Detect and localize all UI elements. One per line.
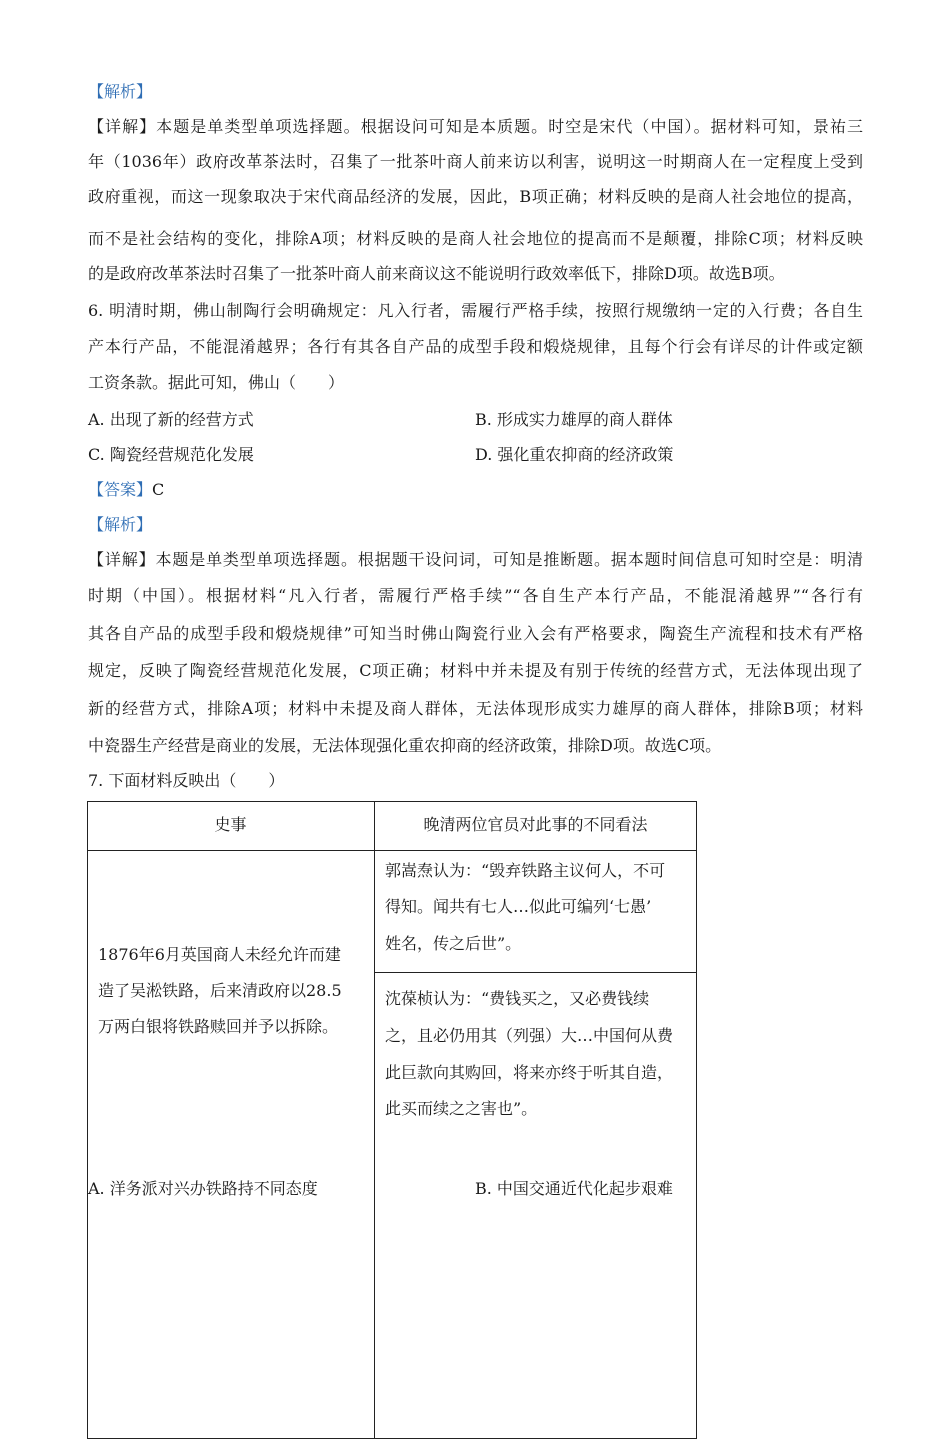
q7-material-table (87, 801, 697, 1439)
q5-detail-line: 的是政府改革茶法时召集了一批茶叶商人前来商议这不能说明行政效率低下，排除D项。故选B项。 (88, 264, 785, 283)
q6-detail-line: 其各自产品的成型手段和煅烧规律”可知当时佛山陶瓷行业入会有严格要求，陶瓷生产流程和技术有严格 (88, 624, 863, 643)
q6-stem-line: 产本行产品，不能混淆越界；各行有其各自产品的成型手段和煅烧规律，且每个行会有详尽的计件或定额 (88, 337, 863, 356)
table-header-divider (87, 850, 697, 851)
guo-opinion-line: 郭嵩焘认为：“毁弃铁路主议何人，不可 (385, 861, 666, 880)
table-border-top (87, 801, 697, 802)
guo-opinion-line: 姓名，传之后世”。 (385, 934, 522, 953)
q5-detail-line: 【详解】本题是单类型单项选择题。根据设问可知是本质题。时空是宋代（中国）。据材料可知，景祐三 (88, 117, 863, 136)
q7-option-b: B. 中国交通近代化起步艰难 (475, 1179, 673, 1198)
q6-option-a: A. 出现了新的经营方式 (88, 410, 254, 429)
q5-detail-line: 政府重视，而这一现象取决于宋代商品经济的发展，因此，B项正确；材料反映的是商人社会地位的提高， (88, 187, 863, 206)
event-line: 万两白银将铁路赎回并予以拆除。 (98, 1017, 339, 1036)
event-line: 造了吴淞铁路，后来清政府以28.5 (98, 981, 342, 1000)
shen-opinion-line: 之，且必仍用其（列强）大…中国何从费 (385, 1026, 674, 1045)
q5-analysis-tag: 【解析】 (88, 82, 153, 101)
q6-option-d: D. 强化重农抑商的经济政策 (475, 445, 674, 464)
table-header-event: 史事 (214, 815, 247, 834)
q6-detail-line: 时期（中国）。根据材料“凡入行者，需履行严格手续”“各自生产本行产品，不能混淆越界”“各行有 (88, 586, 863, 605)
q6-detail-line: 新的经营方式，排除A项；材料中未提及商人群体，无法体现形成实力雄厚的商人群体，排除B项；材料 (88, 699, 863, 718)
q7-stem: 7. 下面材料反映出（ ） (88, 771, 285, 790)
table-column-divider (374, 801, 375, 1439)
q6-answer-row (88, 480, 863, 500)
q6-option-b: B. 形成实力雄厚的商人群体 (475, 410, 673, 429)
q6-detail-line: 【详解】本题是单类型单项选择题。根据题干设问词，可知是推断题。据本题时间信息可知时空是：明清 (88, 550, 863, 569)
q6-answer-value: C (152, 480, 165, 499)
shen-opinion-line: 沈葆桢认为：“费钱买之，又必费钱续 (385, 989, 650, 1008)
table-border-left (87, 801, 88, 1439)
q6-detail-line: 规定，反映了陶瓷经营规范化发展，C项正确；材料中并未提及有别于传统的经营方式，无法体现出现了 (88, 661, 863, 680)
guo-opinion-line: 得知。闻共有七人…似此可编列‘七愚’ (385, 897, 652, 916)
q6-analysis-tag: 【解析】 (88, 515, 153, 534)
q6-stem-line: 工资条款。据此可知，佛山（ ） (88, 373, 345, 392)
table-border-right (696, 801, 697, 1439)
table-right-divider (374, 972, 697, 973)
event-line: 1876年6月英国商人未经允许而建 (98, 945, 341, 964)
q6-detail-line: 中瓷器生产经营是商业的发展，无法体现强化重农抑商的经济政策，排除D项。故选C项。 (88, 736, 722, 755)
q6-option-c: C. 陶瓷经营规范化发展 (88, 445, 254, 464)
shen-opinion-line: 此巨款向其购回，将来亦终于听其自造， (385, 1063, 674, 1082)
q5-detail-line: 年（1036年）政府改革茶法时，召集了一批茶叶商人前来访以利害，说明这一时期商人在一定程度上受到 (88, 152, 863, 171)
shen-opinion-line: 此买而续之之害也”。 (385, 1099, 538, 1118)
table-header-views: 晚清两位官员对此事的不同看法 (423, 815, 648, 834)
q7-option-a: A. 洋务派对兴办铁路持不同态度 (88, 1179, 318, 1198)
q5-detail-line: 而不是社会结构的变化，排除A项；材料反映的是商人社会地位的提高而不是颠覆，排除C项；材料反映 (88, 229, 863, 248)
q6-answer-tag: 【答案】 (88, 480, 153, 499)
q6-stem-line: 6. 明清时期，佛山制陶行会明确规定：凡入行者，需履行严格手续，按照行规缴纳一定的入行费；各自生 (88, 301, 863, 320)
